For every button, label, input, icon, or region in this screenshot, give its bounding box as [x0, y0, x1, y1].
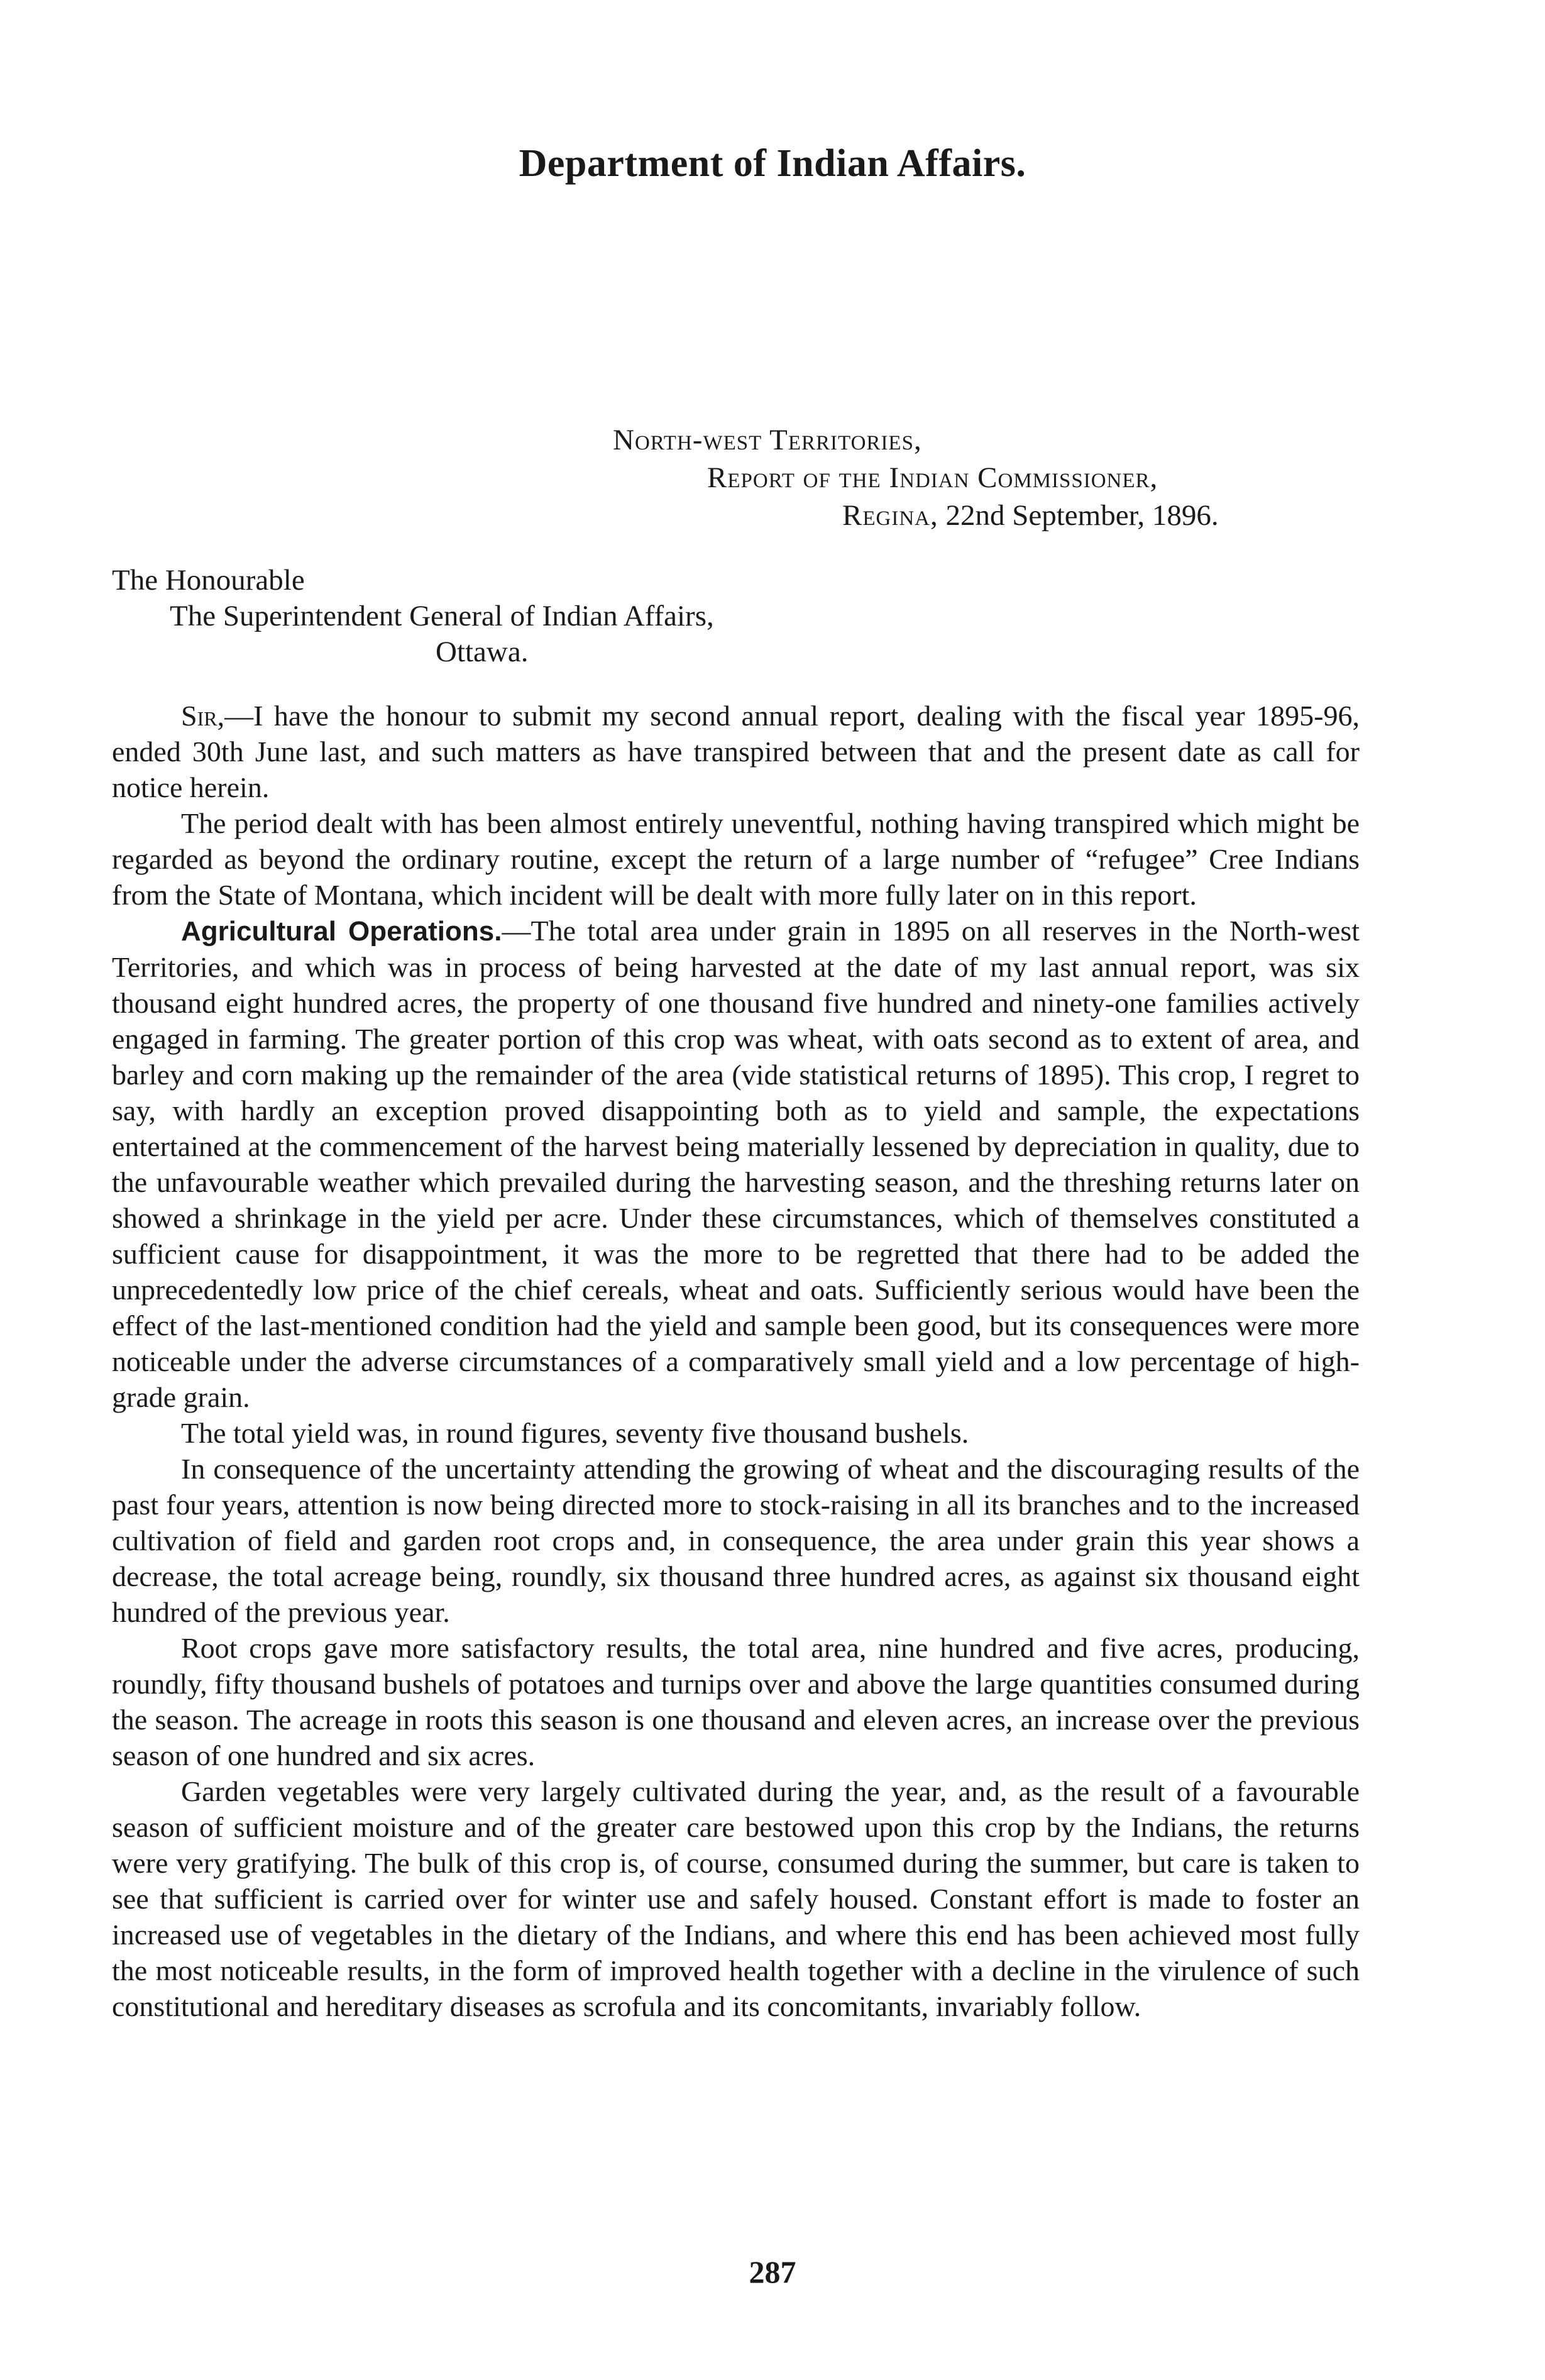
paragraph-text: The total yield was, in round figures, seventy five thousand bushels. [181, 1417, 969, 1449]
heading-date: 22nd September, 1896. [938, 499, 1219, 532]
page-number: 287 [749, 2254, 796, 2289]
addressee-line-1: The Honourable [112, 564, 305, 597]
heading-place: Regina, [842, 499, 938, 532]
page-title: Department of Indian Affairs. [519, 142, 1026, 185]
paragraph-text: —I have the honour to submit my second annual report, dealing with the fiscal year 1895-96, ended 30th June last, and such matters as have transpired between that and the present date as call for notice herein. [112, 700, 1360, 803]
report-heading [613, 421, 1380, 534]
addressee-line-3: Ottawa. [436, 636, 529, 668]
section-runin-heading: Agricultural Operations. [181, 916, 502, 947]
paragraph-text: Garden vegetables were very largely cultivated during the year, and, as the result of a favourable season of sufficient moisture and of the greater care bestowed upon this crop by the Indians, the returns were very gratifying. The bulk of this crop is, of course, consumed during the summer, but care is taken to see that sufficient is carried over for winter use and safely housed. Constant effort is made to foster an increased use of vegetables in the dietary of the Indians, and where this end has been achieved most fully the most noticeable results, in the form of improved health together with a decline in the virulence of such constitutional and hereditary diseases as scrofula and its concomitants, invariably follow. [112, 1775, 1360, 2022]
paragraph-text: —The total area under grain in 1895 on all reserves in the North-west Territories, and which was in process of being harvested at the date of my last annual report, was six thousand eight hundred acres, the property of one thousand five hundred and ninety-one families actively engaged in farming. The greater portion of this crop was wheat, with oats second as to extent of area, and barley and corn making up the remainder of the area (vide statistical returns of 1895). This crop, I regret to say, with hardly an exception proved disappointing both as to yield and sample, the expectations entertained at the commencement of the harvest being materially lessened by depreciation in quality, due to the unfavourable weather which prevailed during the harvesting season, and the threshing returns later on showed a shrinkage in the yield per acre. Under these circumstances, which of themselves constituted a sufficient cause for disappointment, it was the more to be regretted that there had to be added the unprecedentedly low price of the chief cereals, wheat and oats. Sufficiently serious would have been the effect of the last-mentioned condition had the yield and sample been good, but its consequences were more noticeable under the adverse circumstances of a comparatively small yield and a low percentage of high-grade grain. [112, 915, 1360, 1413]
paragraph-text: Root crops gave more satisfactory results, the total area, nine hundred and five acres, producing, roundly, fifty thousand bushels of potatoes and turnips over and above the large quantities consumed during the season. The acreage in roots this season is one thousand and eleven acres, an increase over the previous season of one hundred and six acres. [112, 1632, 1360, 1771]
addressee-line-2: The Superintendent General of Indian Affairs, [170, 600, 714, 632]
paragraph-text: The period dealt with has been almost entirely uneventful, nothing having transpired which might be regarded as beyond the ordinary routine, except the return of a large number of “refugee” Cree Indians from the State of Montana, which incident will be dealt with more fully later on in this report. [112, 807, 1360, 911]
report-body [112, 698, 1360, 2024]
salutation: Sir, [181, 700, 225, 732]
addressee-block [112, 563, 992, 670]
paragraph-text: In consequence of the uncertainty attending the growing of wheat and the discouraging results of the past four years, attention is now being directed more to stock-raising in all its branches and to the increased cultivation of field and garden root crops and, in consequence, the area under grain this year shows a decrease, the total acreage being, roundly, six thousand three hundred acres, as against six thousand eight hundred of the previous year. [112, 1453, 1360, 1628]
paragraph-opening [112, 698, 1360, 805]
heading-territories: North-west Territories, [613, 424, 922, 456]
heading-report-title: Report of the Indian Commissioner, [707, 461, 1158, 494]
heading-place-date [613, 497, 1380, 534]
paragraph-agricultural-operations [112, 913, 1360, 1415]
